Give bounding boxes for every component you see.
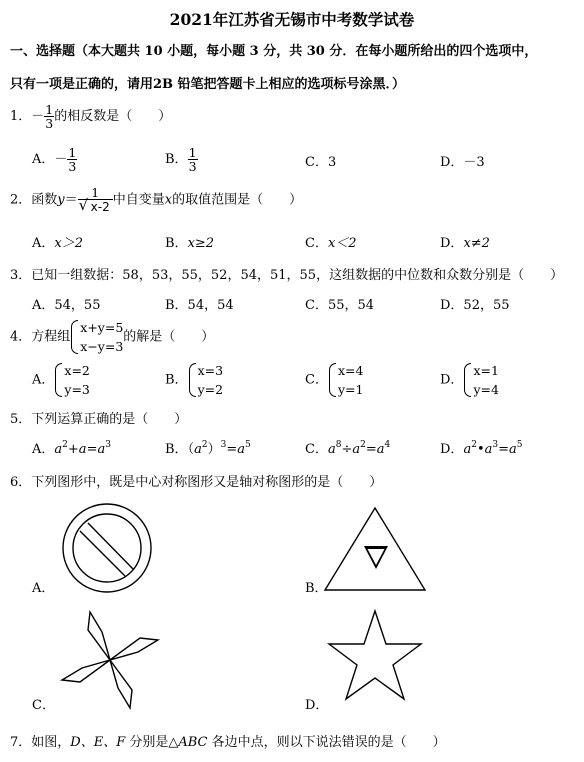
q1-option-c[interactable]: C．3 [305, 155, 337, 170]
option-expr: x≥2 [187, 236, 215, 251]
q2-option-b[interactable] [165, 232, 214, 251]
numerator: 1 [188, 145, 197, 160]
denominator: 3 [68, 159, 77, 175]
denominator: 3 [45, 116, 54, 132]
option-expr: x＜2 [327, 236, 357, 251]
q4-option-d[interactable] [440, 361, 499, 399]
q3-option-c[interactable]: C．55，54 [305, 298, 375, 313]
denominator [78, 196, 113, 215]
star-icon [325, 607, 425, 707]
variable: y [57, 192, 65, 208]
question-text: 7．如图， [10, 735, 71, 750]
triangle-in-triangle-icon [320, 503, 430, 595]
equals-sign: ＝ [64, 192, 78, 208]
option-label: C． [305, 372, 328, 388]
option-expr: $a^8\div a^2=a^4$ [327, 440, 391, 457]
question-text: 中自变量 [112, 192, 165, 208]
question-2 [10, 186, 302, 214]
q6-option-a[interactable]: A． [32, 581, 55, 596]
q1-option-d[interactable]: D．－3 [440, 155, 485, 170]
minus-sign: － [54, 152, 68, 168]
q6-option-d[interactable]: D． [305, 698, 329, 713]
equation: x=2 [64, 363, 90, 378]
q6-option-b[interactable]: B． [305, 581, 328, 596]
question-number: 1． [10, 109, 32, 125]
minus-sign: － [31, 109, 45, 125]
q4-option-b[interactable] [165, 361, 223, 399]
option-expr: $a^2•a^3=a^5$ [463, 440, 523, 457]
solution-system [54, 361, 90, 399]
q2-option-a[interactable] [32, 232, 83, 251]
no-entry-sign-icon [55, 498, 165, 598]
equation: x=4 [337, 363, 364, 378]
q1-option-b[interactable] [165, 146, 198, 173]
option-label: B． [165, 442, 188, 457]
q3-option-b[interactable]: B．54，54 [165, 298, 234, 313]
q5-option-c[interactable] [305, 438, 390, 457]
equation: x+y=5 [80, 320, 124, 335]
fraction [188, 146, 198, 173]
section-heading-line2: 只有一项是正确的，请用2B 铅笔把答题卡上相应的选项标号涂黑．） [10, 77, 406, 92]
option-label: B． [165, 152, 188, 168]
option-label: D． [440, 236, 464, 251]
q2-option-d[interactable] [440, 232, 490, 251]
fraction [44, 103, 54, 130]
question-text: 2．函数 [10, 192, 58, 208]
equation: y=1 [337, 382, 364, 397]
q4-option-a[interactable] [32, 361, 90, 399]
equation: x−y=3 [80, 339, 124, 354]
option-expr: x≠2 [463, 236, 490, 251]
sqrt [78, 196, 112, 215]
question-1 [10, 103, 171, 130]
question-text: 分别是△ [125, 735, 179, 750]
option-label: A． [32, 236, 55, 251]
option-label: B． [165, 236, 188, 251]
equation-system [70, 318, 123, 356]
question-3: 3．已知一组数据：58，53，55，52，54，51，55，这组数据的中位数和众数分别是（ ） [10, 268, 564, 283]
q5-option-b[interactable] [165, 438, 251, 457]
numerator: 1 [68, 145, 77, 160]
q4-option-c[interactable] [305, 361, 363, 399]
question-text: 的取值范围是（ ） [172, 192, 303, 208]
option-label: C． [305, 236, 328, 251]
question-7 [10, 731, 446, 750]
equation: y=4 [473, 382, 499, 397]
option-label: C． [305, 442, 328, 457]
option-label: B． [165, 372, 188, 388]
question-text: 4．方程组 [10, 329, 71, 345]
fraction [78, 186, 113, 214]
option-label: D． [440, 442, 464, 457]
option-label: A． [32, 372, 55, 388]
question-text: 的相反数是（ ） [54, 109, 172, 125]
radicand: x-2 [90, 200, 110, 215]
q5-option-d[interactable] [440, 438, 523, 457]
question-text: 各边中点，则以下说法错误的是（ ） [207, 735, 446, 750]
triangle-name: ABC [178, 735, 208, 750]
solution-system [188, 361, 224, 399]
solution-system [463, 361, 499, 399]
points: D、E、F [70, 735, 126, 750]
question-4 [10, 318, 214, 356]
q6-option-c[interactable]: C． [32, 698, 55, 713]
page-title: 2021年江苏省无锡市中考数学试卷 [169, 10, 415, 29]
equation: x=1 [473, 363, 499, 378]
option-label: A． [32, 442, 55, 457]
q5-option-a[interactable]: A．$a^2+a=a^3$ [32, 440, 111, 457]
fraction [67, 146, 77, 173]
equation: x=3 [197, 363, 224, 378]
question-6: 6．下列图形中，既是中心对称图形又是轴对称图形的是（ ） [10, 475, 383, 490]
numerator: 1 [45, 102, 54, 117]
question-text: 的解是（ ） [123, 329, 215, 345]
numerator: 1 [78, 186, 113, 200]
option-expr: $(a^2)^3=a^5$ [187, 440, 251, 457]
section-heading-line1: 一、选择题（本大题共 10 小题，每小题 3 分，共 30 分．在每小题所给出的四个选项中， [10, 44, 538, 59]
solution-system [328, 361, 364, 399]
q3-option-d[interactable]: D．52，55 [440, 298, 510, 313]
q3-option-a[interactable]: A．54，55 [32, 298, 101, 313]
option-label: D． [440, 372, 464, 388]
q1-option-a[interactable] [32, 146, 77, 173]
q2-option-c[interactable] [305, 232, 357, 251]
pinwheel-icon [55, 605, 165, 715]
option-label: A． [32, 152, 55, 168]
variable: x [164, 192, 173, 208]
radical-sign-icon: √ [78, 196, 89, 215]
question-5: 5．下列运算正确的是（ ） [10, 412, 188, 427]
option-expr: x＞2 [54, 236, 83, 251]
equation: y=2 [197, 382, 224, 397]
denominator: 3 [188, 159, 197, 175]
equation: y=3 [64, 382, 90, 397]
option-expr: a [54, 442, 63, 457]
